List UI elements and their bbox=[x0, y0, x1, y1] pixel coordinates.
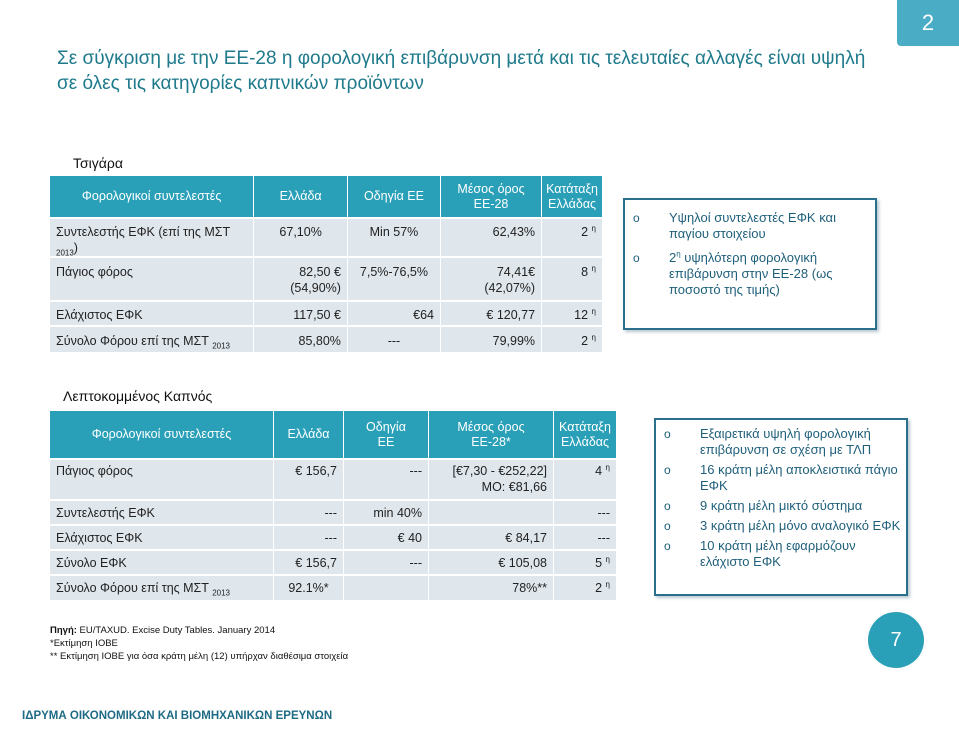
cell-directive: --- bbox=[344, 459, 429, 500]
col-header-rates: Φορολογικοί συντελεστές bbox=[50, 411, 274, 459]
cell-rank: 2 $^\eta$ bbox=[542, 218, 602, 257]
table-row bbox=[50, 500, 616, 525]
cell-directive: € 40 bbox=[344, 525, 429, 550]
row-label: Πάγιος φόρος bbox=[50, 459, 274, 500]
row-label: Ελάχιστος ΕΦΚ bbox=[50, 525, 274, 550]
footer-organization: ΙΔΡΥΜΑ ΟΙΚΟΝΟΜΙΚΩΝ ΚΑΙ ΒΙΟΜΗΧΑΝΙΚΩΝ ΕΡΕΥΝΩΝ bbox=[22, 710, 333, 722]
cell-directive: 7,5%-76,5% bbox=[347, 257, 440, 301]
cell-greece: --- bbox=[274, 525, 344, 550]
table-row bbox=[50, 525, 616, 550]
cell-greece: 82,50 € (54,90%) bbox=[254, 257, 348, 301]
cell-greece: € 156,7 bbox=[274, 459, 344, 500]
bullet-icon: o bbox=[664, 519, 671, 533]
cell-rank: 12 $^\eta$ bbox=[542, 301, 602, 326]
source-notes bbox=[50, 624, 348, 663]
list-item: o 3 κράτη μέλη μόνο αναλογικό ΕΦΚ bbox=[664, 518, 901, 533]
cell-eu-avg: 74,41€ (42,07%) bbox=[440, 257, 541, 301]
cell-eu-avg: 62,43% bbox=[440, 218, 541, 257]
bullet-icon: o bbox=[633, 211, 640, 225]
source-text: EU/TAXUD. Excise Duty Tables. January 2014 bbox=[76, 625, 276, 636]
note-2: ** Εκτίμηση ΙΟΒΕ για όσα κράτη μέλη (12) υπήρχαν διαθέσιμα στοιχεία bbox=[50, 651, 349, 662]
col-header-directive: Οδηγία ΕΕ bbox=[344, 411, 429, 459]
table-row bbox=[50, 301, 602, 326]
col-header-greece: Ελλάδα bbox=[254, 176, 348, 218]
col-header-greece: Ελλάδα bbox=[274, 411, 344, 459]
col-header-eu-avg: Μέσος όρος ΕΕ-28* bbox=[429, 411, 554, 459]
cell-greece: 67,10% bbox=[254, 218, 348, 257]
row-label: Σύνολο ΕΦΚ bbox=[50, 550, 274, 575]
cell-rank: 4 $^\eta$ bbox=[554, 459, 617, 500]
bullet-icon: o bbox=[664, 463, 671, 477]
bullet-icon: o bbox=[664, 539, 671, 553]
cell-rank: 2 $^\eta$ bbox=[554, 575, 617, 600]
cell-directive: --- bbox=[344, 550, 429, 575]
table-header-row bbox=[50, 411, 616, 459]
bullet-icon: o bbox=[664, 427, 671, 441]
col-header-eu-avg: Μέσος όρος ΕΕ-28 bbox=[440, 176, 541, 218]
cell-rank: --- bbox=[554, 525, 617, 550]
table-header-row bbox=[50, 176, 602, 218]
row-label: Σύνολο Φόρου επί της ΜΣΤ $_{2013}$ bbox=[50, 575, 274, 600]
page-title: Σε σύγκριση με την ΕΕ-28 η φορολογική επιβάρυνση μετά και τις τελευταίες αλλαγές είναι υψηλή σε όλες τις κατηγορίες καπνικών προϊόντων bbox=[57, 48, 866, 94]
cell-rank: 5 $^\eta$ bbox=[554, 550, 617, 575]
row-label: Ελάχιστος ΕΦΚ bbox=[50, 301, 254, 326]
list-item: o 16 κράτη μέλη αποκλειστικά πάγιο ΕΦΚ bbox=[664, 462, 898, 493]
list-item: o Υψηλοί συντελεστές ΕΦΚ και παγίου στοιχείου bbox=[633, 210, 836, 241]
list-item: o 10 κράτη μέλη εφαρμόζουν ελάχιστο ΕΦΚ bbox=[664, 538, 856, 569]
rolling-tobacco-summary-box bbox=[654, 418, 908, 596]
rolling-tobacco-table bbox=[50, 411, 616, 600]
cell-directive bbox=[344, 575, 429, 600]
table-row bbox=[50, 257, 602, 301]
cell-rank: 8 $^\eta$ bbox=[542, 257, 602, 301]
cell-directive: --- bbox=[347, 326, 440, 352]
cigarettes-table bbox=[50, 176, 602, 352]
row-label: Συντελεστής ΕΦΚ bbox=[50, 500, 274, 525]
row-label: Σύνολο Φόρου επί της ΜΣΤ $_{2013}$ bbox=[50, 326, 254, 352]
col-header-rank: Κατάταξη Ελλάδας bbox=[554, 411, 617, 459]
cell-greece: 117,50 € bbox=[254, 301, 348, 326]
list-item: o Εξαιρετικά υψηλή φορολογική επιβάρυνση σε σχέση με ΤΛΠ bbox=[664, 426, 872, 457]
list-item: o $2^\eta$ υψηλότερη φορολογική επιβάρυνση στην ΕΕ-28 (ως ποσοστό της τιμής) bbox=[633, 249, 833, 297]
cell-directive: Min 57% bbox=[347, 218, 440, 257]
table-row bbox=[50, 550, 616, 575]
cell-directive: €64 bbox=[347, 301, 440, 326]
cell-directive: min 40% bbox=[344, 500, 429, 525]
cell-eu-avg: 79,99% bbox=[440, 326, 541, 352]
cell-eu-avg: € 84,17 bbox=[429, 525, 554, 550]
cell-rank: 2 $^\eta$ bbox=[542, 326, 602, 352]
cigarettes-summary-box bbox=[623, 198, 877, 330]
cell-greece: 85,80% bbox=[254, 326, 348, 352]
cell-eu-avg bbox=[429, 500, 554, 525]
col-header-rank: Κατάταξη Ελλάδας bbox=[542, 176, 602, 218]
cell-eu-avg: € 120,77 bbox=[440, 301, 541, 326]
row-label: Συντελεστής ΕΦΚ (επί της ΜΣΤ $_{2013}$) bbox=[50, 218, 254, 257]
slide-number-badge: 2 bbox=[897, 0, 959, 46]
cell-eu-avg: € 105,08 bbox=[429, 550, 554, 575]
section-title-cigarettes: Τσιγάρα bbox=[73, 155, 123, 171]
cell-rank: --- bbox=[554, 500, 617, 525]
note-1: *Εκτίμηση ΙΟΒΕ bbox=[50, 638, 118, 649]
table-row bbox=[50, 218, 602, 257]
table-row bbox=[50, 575, 616, 600]
list-item: o 9 κράτη μέλη μικτό σύστημα bbox=[664, 498, 863, 513]
col-header-rates: Φορολογικοί συντελεστές bbox=[50, 176, 254, 218]
table-row bbox=[50, 459, 616, 500]
section-title-rolling-tobacco: Λεπτοκομμένος Καπνός bbox=[63, 388, 213, 404]
cell-greece: 92.1%* bbox=[274, 575, 344, 600]
cell-eu-avg: 78%** bbox=[429, 575, 554, 600]
cell-eu-avg: [€7,30 - €252,22] ΜΟ: €81,66 bbox=[429, 459, 554, 500]
page-number-badge: 7 bbox=[868, 612, 924, 668]
row-label: Πάγιος φόρος bbox=[50, 257, 254, 301]
table-row bbox=[50, 326, 602, 352]
cell-greece: € 156,7 bbox=[274, 550, 344, 575]
cell-greece: --- bbox=[274, 500, 344, 525]
bullet-icon: o bbox=[664, 499, 671, 513]
source-label: Πηγή: bbox=[50, 625, 77, 636]
col-header-directive: Οδηγία ΕΕ bbox=[347, 176, 440, 218]
bullet-icon: o bbox=[633, 251, 640, 265]
